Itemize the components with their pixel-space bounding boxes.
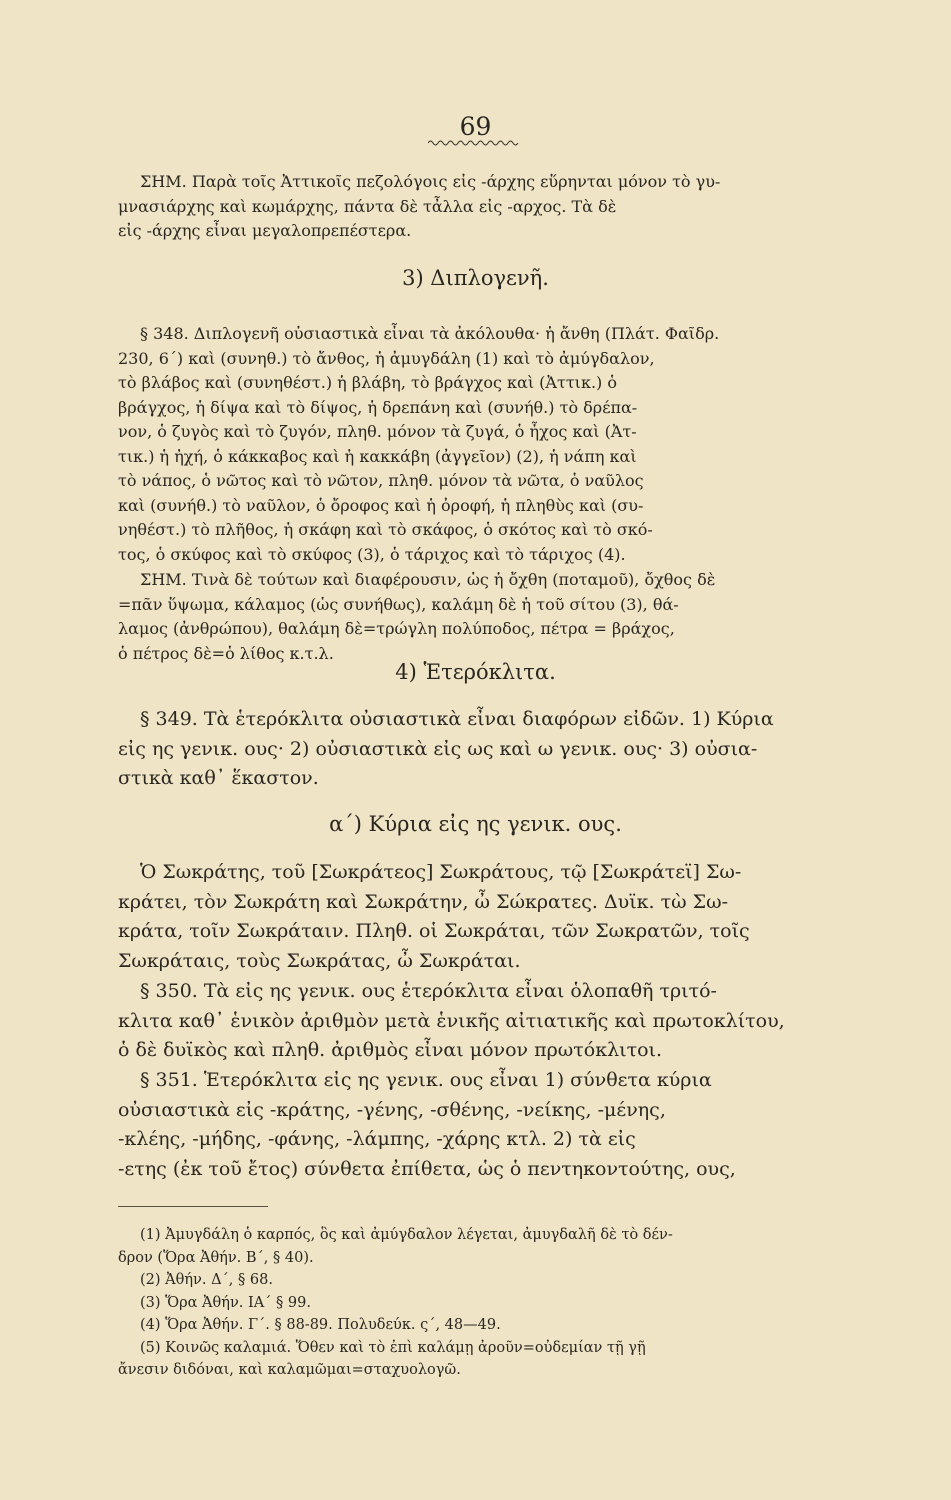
note-paragraph xyxy=(118,170,831,244)
text-line: -ετης (ἐκ τοῦ ἔτος) σύνθετα ἐπίθετα, ὡς ὁ πεντηκοντούτης, ους, xyxy=(118,1157,736,1180)
section-heading: 3) Διπλογενῆ. xyxy=(402,266,549,290)
text-line: εἰς ης γενικ. ους· 2) οὐσιαστικὰ εἰς ως καὶ ω γενικ. ους· 3) οὐσια- xyxy=(118,737,758,760)
footnote-divider xyxy=(118,1206,268,1207)
text-line: νηθέστ.) τὸ πλῆθος, ἡ σκάφη καὶ τὸ σκάφος, ὁ σκότος καὶ τὸ σκό- xyxy=(118,520,653,539)
declension-paragraph xyxy=(118,858,831,976)
paragraph-348 xyxy=(118,322,831,567)
page-number: 69 xyxy=(459,112,492,141)
text-line: ὁ πέτρος δὲ=ὁ λίθος κ.τ.λ. xyxy=(118,643,334,663)
text-line: τικ.) ἡ ἠχή, ὁ κάκκαβος καὶ ἡ κακκάβη (ἀγγεῖον) (2), ἡ νάπη καὶ xyxy=(118,446,637,466)
text-line: § 348. Διπλογενῆ οὐσιαστικὰ εἶναι τὰ ἀκόλουθα· ἡ ἄνθη (Πλάτ. Φαῖδρ. xyxy=(140,324,720,343)
text-line: τος, ὁ σκύφος καὶ τὸ σκύφος (3), ὁ τάριχος καὶ τὸ τάριχος (4). xyxy=(118,544,626,564)
decorative-rule-icon xyxy=(428,139,520,147)
text-line: κράτα, τοῖν Σωκράταιν. Πληθ. οἱ Σωκράται, τῶν Σωκρατῶν, τοῖς xyxy=(118,920,750,942)
text-line: λαμος (ἀνθρώπου), θαλάμη δὲ=τρώγλη πολύποδος, πέτρα = βράχος, xyxy=(118,619,675,638)
footnotes xyxy=(118,1224,831,1382)
text-line: τὸ νάπος, ὁ νῶτος καὶ τὸ νῶτον, πληθ. μόνον τὰ νῶτα, ὁ ναῦλος xyxy=(118,471,644,490)
footnote-line: (2) Ἀθήν. Δ΄, § 68. xyxy=(140,1272,273,1288)
text-line: § 351. Ἑτερόκλιτα εἰς ης γενικ. ους εἶναι 1) σύνθετα κύρια xyxy=(140,1069,712,1091)
text-line: βράγχος, ἡ δίψα καὶ τὸ δίψος, ἡ δρεπάνη καὶ (συνήθ.) τὸ δρέπα- xyxy=(118,397,638,417)
footnote-line: δρον (Ὅρα Ἀθήν. Β΄, § 40). xyxy=(118,1249,314,1266)
text-line: εἰς -άρχης εἶναι μεγαλοπρεπέστερα. xyxy=(118,221,412,240)
footnote-line: (1) Ἀμυγδάλη ὁ καρπός, ὃς καὶ ἀμύγδαλον λέγεται, ἀμυγδαλῆ δὲ τὸ δέν- xyxy=(140,1227,673,1243)
paragraph-349 xyxy=(118,705,831,794)
paragraph-351 xyxy=(118,1066,831,1184)
footnote-line: (3) Ὅρα Ἀθήν. ΙΑ΄ § 99. xyxy=(140,1294,311,1311)
text-line: μνασιάρχης καὶ κωμάρχης, πάντα δὲ τἆλλα εἰς -αρχος. Τὰ δὲ xyxy=(118,196,617,216)
footnote-line: (5) Κοινῶς καλαμιά. Ὅθεν καὶ τὸ ἐπὶ καλάμῃ ἀροῦν=οὐδεμίαν τῇ γῇ xyxy=(140,1339,646,1356)
text-line: καὶ (συνήθ.) τὸ ναῦλον, ὁ ὄροφος καὶ ἡ ὀροφή, ἡ πληθὺς καὶ (συ- xyxy=(118,495,644,515)
text-line: στικὰ καθ᾽ ἕκαστον. xyxy=(118,767,319,789)
text-line: τὸ βλάβος καὶ (συνηθέστ.) ἡ βλάβη, τὸ βράγχος καὶ (Ἀττικ.) ὁ xyxy=(118,373,617,392)
text-line: =πᾶν ὕψωμα, κάλαμος (ὡς συνήθως), καλάμη δὲ ἡ τοῦ σίτου (3), θά- xyxy=(118,594,679,614)
text-line: § 350. Τὰ εἰς ης γενικ. ους ἑτερόκλιτα εἶναι ὁλοπαθῆ τριτό- xyxy=(140,980,717,1002)
text-line: οὐσιαστικὰ εἰς -κράτης, -γένης, -σθένης, -νείκης, -μένης, xyxy=(118,1098,666,1121)
paragraph-350 xyxy=(118,977,831,1066)
note-paragraph xyxy=(118,568,831,666)
text-line: Σωκράταις, τοὺς Σωκράτας, ὦ Σωκράται. xyxy=(118,949,521,972)
text-line: κλιτα καθ᾽ ἑνικὸν ἀριθμὸν μετὰ ἑνικῆς αἰτιατικῆς καὶ πρωτοκλίτου, xyxy=(118,1009,785,1032)
subsection-heading: α΄) Κύρια εἰς ης γενικ. ους. xyxy=(329,812,622,836)
section-heading: 4) Ἑτερόκλιτα. xyxy=(395,660,556,684)
text-line: -κλέης, -μήδης, -φάνης, -λάμπης, -χάρης κτλ. 2) τὰ εἰς xyxy=(118,1128,636,1150)
text-line: § 349. Τὰ ἑτερόκλιτα οὐσιαστικὰ εἶναι διαφόρων εἰδῶν. 1) Κύρια xyxy=(140,708,774,730)
text-line: ΣΗΜ. Τινὰ δὲ τούτων καὶ διαφέρουσιν, ὡς ἡ ὄχθη (ποταμοῦ), ὄχθος δὲ xyxy=(140,570,716,589)
footnote-line: (4) Ὅρα Ἀθήν. Γ΄. § 88-89. Πολυδεύκ. ς΄, 48—49. xyxy=(140,1317,501,1333)
text-line: νον, ὁ ζυγὸς καὶ τὸ ζυγόν, πληθ. μόνον τὰ ζυγά, ὁ ἦχος καὶ (Ἀτ- xyxy=(118,422,637,441)
footnote-line: ἄνεσιν διδόναι, καὶ καλαμῶμαι=σταχυολογῶ. xyxy=(118,1362,461,1378)
text-line: Ὁ Σωκράτης, τοῦ [Σωκράτεος] Σωκράτους, τῷ [Σωκράτεϊ] Σω- xyxy=(140,861,742,883)
text-line: ΣΗΜ. Παρὰ τοῖς Ἀττικοῖς πεζολόγοις εἰς -άρχης εὕρηνται μόνον τὸ γυ- xyxy=(140,172,721,191)
text-line: κράτει, τὸν Σωκράτη καὶ Σωκράτην, ὦ Σώκρατες. Δυϊκ. τὼ Σω- xyxy=(118,890,729,913)
text-line: ὁ δὲ δυϊκὸς καὶ πληθ. ἀριθμὸς εἶναι μόνον πρωτόκλιτοι. xyxy=(118,1039,663,1061)
text-line: 230, 6΄) καὶ (συνηθ.) τὸ ἄνθος, ἡ ἀμυγδάλη (1) καὶ τὸ ἀμύγδαλον, xyxy=(118,348,655,368)
